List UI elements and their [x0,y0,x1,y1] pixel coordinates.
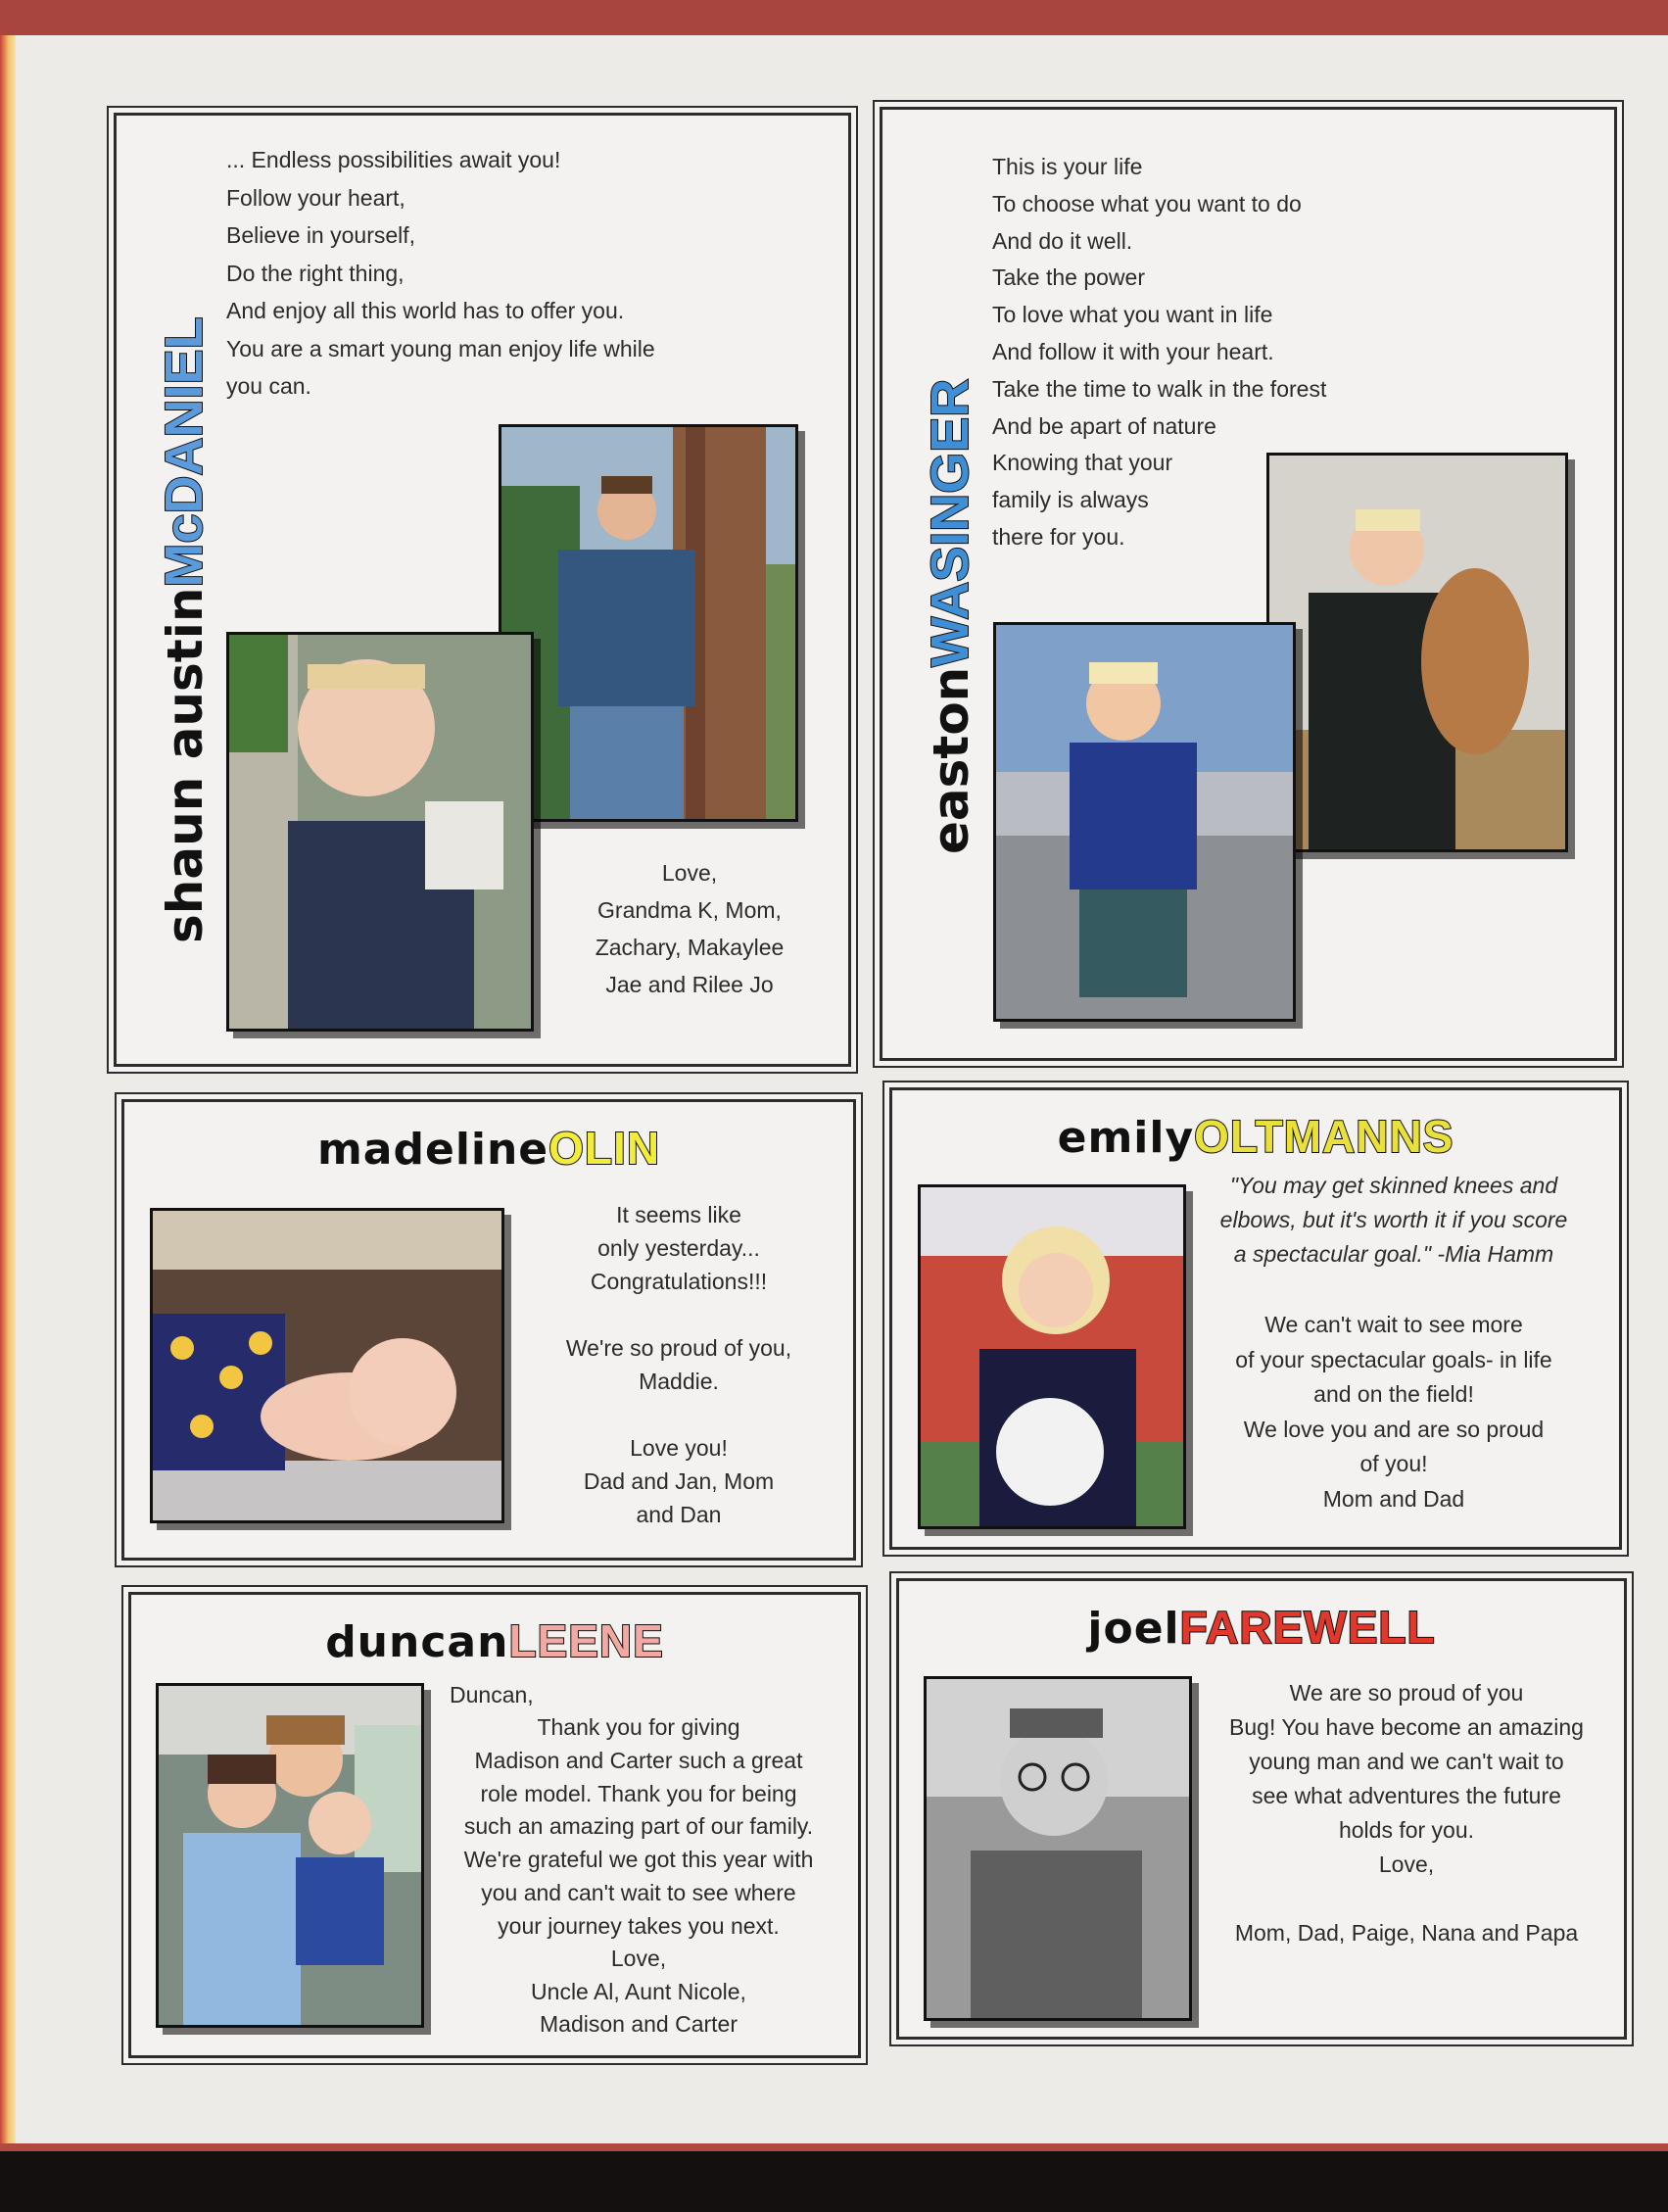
bottom-border [0,2151,1668,2212]
photo-toddler-lying [150,1208,504,1523]
ad-panel-mcdaniel [114,113,851,1067]
name-heading-oltmanns [892,1110,1619,1163]
message-text: We can't wait to see more of your spectacular goals- in life and on the field! We love you and are so proud of you! Mom and Dad [1235,1312,1552,1512]
photo-boy-life-vest [993,622,1296,1022]
last-name: WASINGER [921,378,979,667]
photo-boy-with-dog [1266,453,1568,852]
first-name: joel [1087,1604,1180,1654]
message-text: Thank you for giving Madison and Carter such a great role model. Thank you for being such an amazing part of our family. We're grateful we got this year with you and can't wait to see where your journey takes you next. [463,1714,814,1939]
ad-panel-leene [128,1592,861,2058]
top-border [0,0,1668,35]
last-name: OLTMANNS [1194,1111,1454,1162]
first-name: easton [923,666,979,854]
name-heading-farewell [899,1601,1624,1654]
first-name: duncan [325,1617,509,1667]
message-text: ... Endless possibilities await you! Follow your heart, Believe in yourself, Do the right thing, And enjoy all this world has to offer you. You are a smart young man enjoy life while you can. [226,147,655,399]
page-spine [0,35,16,2149]
last-name: OLIN [548,1123,661,1174]
photo-girl-soccer-ball [918,1184,1186,1529]
name-heading-leene [131,1614,858,1667]
first-name: madeline [316,1125,549,1175]
ad-panel-olin [121,1099,856,1561]
name-heading-olin [124,1122,853,1175]
first-name: shaun austin [157,587,214,943]
last-name: FAREWELL [1179,1602,1436,1653]
ad-panel-oltmanns [889,1087,1622,1550]
photo-boy-glasses [924,1676,1192,2021]
first-name: emily [1057,1113,1195,1163]
vertical-name-wasinger [920,379,980,854]
ad-panel-wasinger [880,107,1617,1061]
quote-text: "You may get skinned knees and elbows, but it's worth it if you score a spectacular goal." -Mia Hamm [1219,1173,1568,1267]
photo-teen-by-tree [499,424,798,822]
photo-duncan-with-kids [156,1683,424,2028]
message-text: We are so proud of you Bug! You have become an amazing young man and we can't wait to see what adventures the future holds for you. [1229,1680,1584,1843]
last-name: LEENE [508,1615,664,1666]
signature-text: Love, Uncle Al, Aunt Nicole, Madison and Carter [531,1946,746,2037]
ad-panel-farewell [896,1578,1627,2040]
last-name: McDANIEL [155,316,214,588]
signature-text: Love, Mom, Dad, Paige, Nana and Papa [1234,1851,1579,1946]
photo-baby-by-tree [226,632,534,1032]
message-text: This is your life To choose what you want to do And do it well. Take the power To love what you want in life And follow it with your heart. Take the time to walk in the forest And be apart of nature Knowing that your family is always there for you. [992,154,1327,550]
message-text: It seems like only yesterday... Congratulations!!! We're so proud of you, Maddie. Love you! Dad and Jan, Mom and Dan [565,1202,792,1527]
vertical-name-mcdaniel [154,317,214,943]
signature-text: Love, Grandma K, Mom, Zachary, Makaylee Jae and Rilee Jo [595,860,785,997]
salutation-text: Duncan, [450,1682,534,1707]
